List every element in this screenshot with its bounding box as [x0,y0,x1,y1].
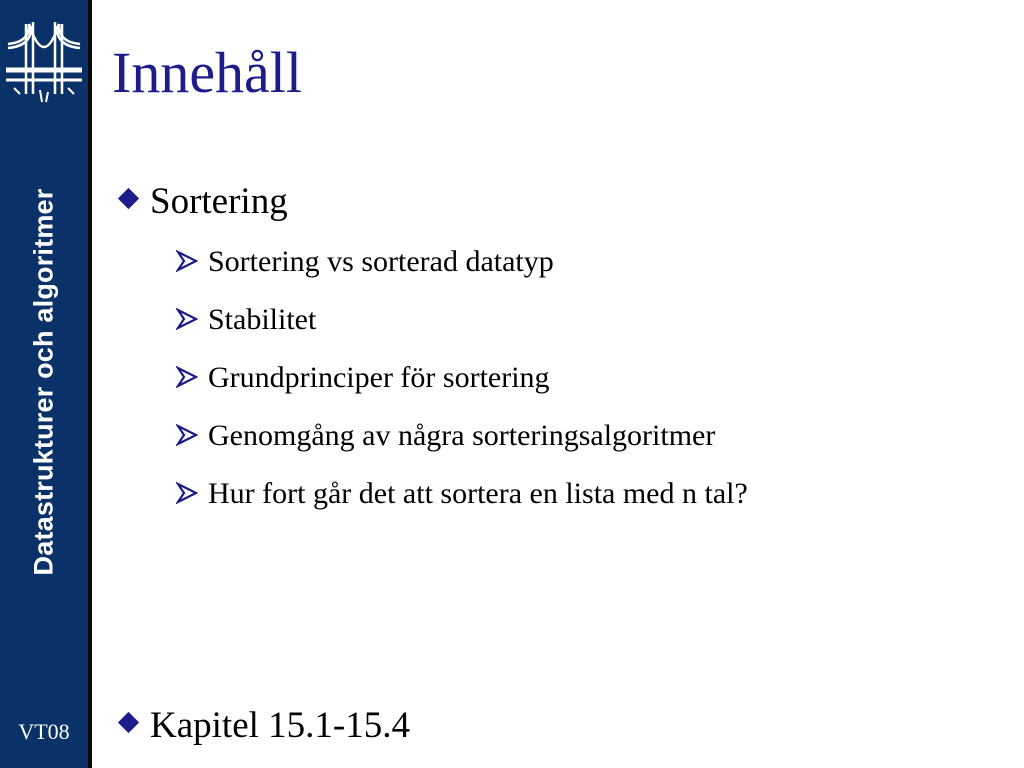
sub-bullet-item [176,244,554,280]
bullet-item [116,704,410,748]
bridge-logo-icon [4,14,84,106]
sub-bullet-text: Sortering vs sorterad datatyp [208,245,554,278]
sub-bullet-text: Stabilitet [208,303,317,336]
arrowhead-bullet-icon [176,366,198,388]
sub-bullet-item [176,302,316,338]
slide-title: Innehåll [112,40,303,105]
bullet-text: Kapitel 15.1-15.4 [150,705,410,746]
sidebar [0,0,88,768]
arrowhead-bullet-icon [176,482,198,504]
sub-bullet-item [176,476,748,512]
bullet-item [116,180,288,224]
sub-bullet-item [176,360,550,396]
arrowhead-bullet-icon [176,250,198,272]
sub-bullet-item [176,418,715,454]
diamond-bullet-icon [118,188,139,209]
sidebar-divider [88,0,92,768]
arrowhead-bullet-icon [176,308,198,330]
sub-bullet-text: Genomgång av några sorteringsalgoritmer [208,419,716,452]
sub-bullet-text: Hur fort går det att sortera en lista med n tal? [208,477,748,510]
bullet-text: Sortering [150,181,288,222]
diamond-bullet-icon [118,712,139,733]
arrowhead-bullet-icon [176,424,198,446]
term-label: VT08 [18,719,70,744]
course-title: Datastrukturer och algoritmer [28,188,59,576]
sub-bullet-text: Grundprinciper för sortering [208,361,550,394]
